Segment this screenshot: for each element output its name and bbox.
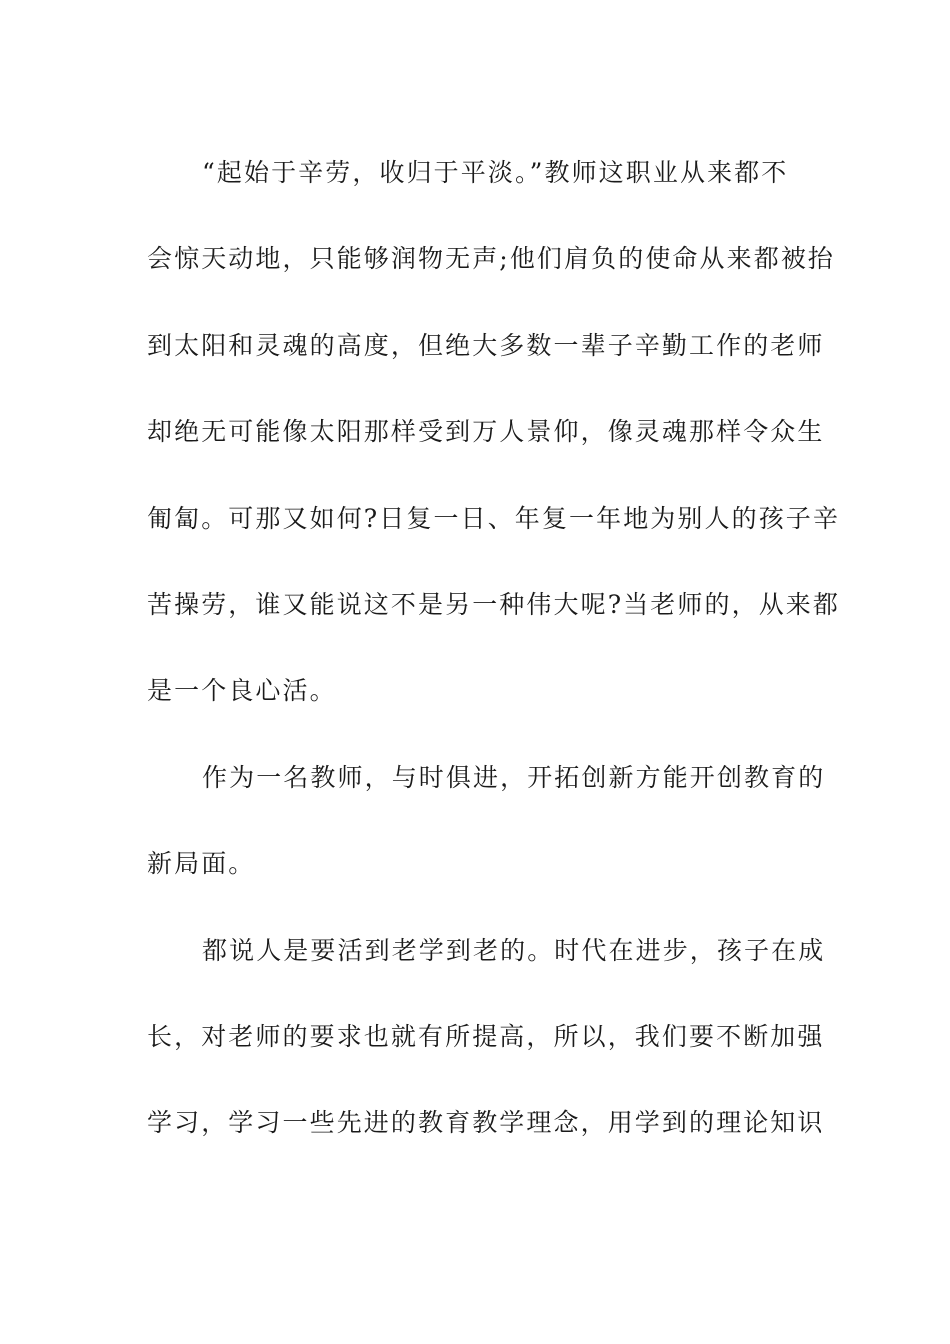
paragraph-1-line-4: 却绝无可能像太阳那样受到万人景仰，像灵魂那样令众生 xyxy=(147,417,825,447)
paragraph-3-line-1: 都说人是要活到老学到老的。时代在进步，孩子在成 xyxy=(202,935,826,965)
paragraph-1-line-3: 到太阳和灵魂的高度，但绝大多数一辈子辛勤工作的老师 xyxy=(147,330,825,360)
paragraph-3-line-2: 长，对老师的要求也就有所提高，所以，我们要不断加强 xyxy=(147,1021,825,1051)
paragraph-2-line-2: 新局面。 xyxy=(147,849,256,879)
paragraph-1-line-6: 苦操劳，谁又能说这不是另一种伟大呢?当老师的，从来都 xyxy=(147,589,841,619)
paragraph-1-line-5: 匍匐。可那又如何?日复一日、年复一年地为别人的孩子辛 xyxy=(147,503,841,533)
paragraph-1-line-7: 是一个良心活。 xyxy=(147,676,337,706)
document-body xyxy=(147,130,841,1167)
paragraph-2-line-1: 作为一名教师，与时俱进，开拓创新方能开创教育的 xyxy=(202,762,826,792)
paragraph-1-line-2: 会惊天动地，只能够润物无声;他们肩负的使命从来都被抬 xyxy=(147,244,836,274)
paragraph-3-line-3: 学习，学习一些先进的教育教学理念，用学到的理论知识 xyxy=(147,1108,825,1138)
paragraph-1-line-1: “起始于辛劳，收归于平淡。”教师这职业从来都不 xyxy=(202,158,789,187)
